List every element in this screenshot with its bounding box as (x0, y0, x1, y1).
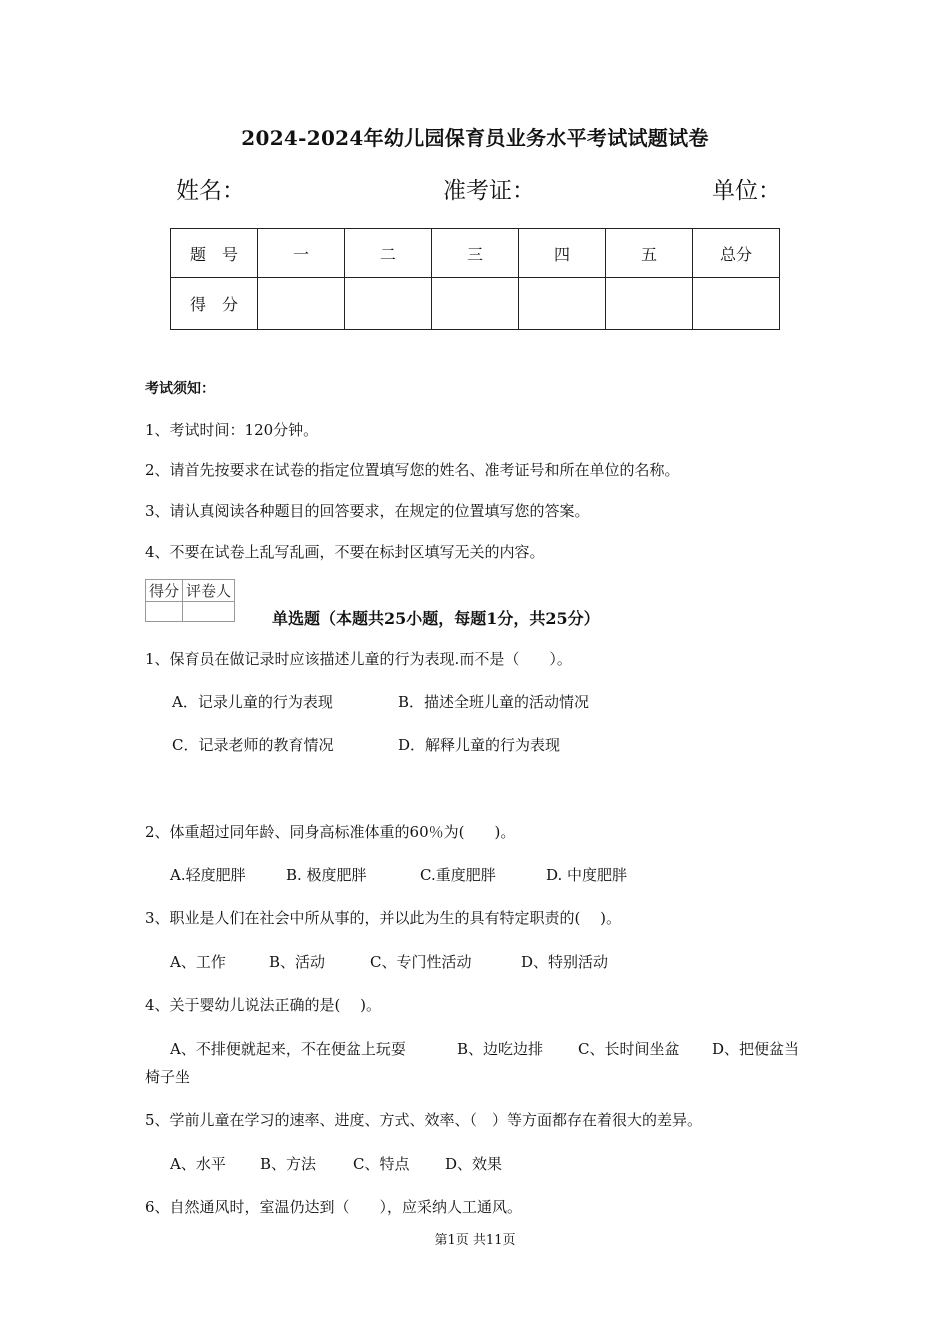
question-stem: 2、体重超过同年龄、同身高标准体重的60％为( )。 (145, 823, 516, 841)
option-c: C、长时间坐盆 (578, 1040, 680, 1058)
score-header-cell: 三 (432, 229, 519, 278)
grader-reviewer-cell[interactable] (183, 602, 235, 622)
section-heading: 单选题（本题共25小题，每题1分，共25分） (272, 609, 600, 628)
option-d: D．解释儿童的行为表现 (398, 736, 561, 754)
score-table-score-row (171, 278, 780, 330)
notice-item: 2、请首先按要求在试卷的指定位置填写您的姓名、准考证号和所在单位的名称。 (145, 461, 680, 479)
score-cell[interactable] (519, 278, 606, 330)
notice-item: 3、请认真阅读各种题目的回答要求，在规定的位置填写您的答案。 (145, 502, 590, 520)
option-c: C．记录老师的教育情况 (172, 736, 334, 754)
grader-score-cell[interactable] (146, 602, 183, 622)
score-cell[interactable] (432, 278, 519, 330)
option-d: D、效果 (445, 1155, 503, 1173)
score-header-cell: 二 (345, 229, 432, 278)
score-cell[interactable] (258, 278, 345, 330)
question-stem: 1、保育员在做记录时应该描述儿童的行为表现.而不是（ ）。 (145, 650, 572, 668)
option-c: C、专门性活动 (370, 953, 472, 971)
question-stem: 4、关于婴幼儿说法正确的是( )。 (145, 996, 382, 1014)
exam-id-field-label: 准考证： (443, 178, 535, 204)
option-d-continued: 椅子坐 (145, 1068, 191, 1086)
option-a: A、工作 (170, 953, 226, 971)
option-c: C、特点 (353, 1155, 410, 1173)
option-a: A.轻度肥胖 (170, 866, 246, 884)
option-c: C.重度肥胖 (420, 866, 496, 884)
page-footer: 第1页 共11页 (434, 1233, 516, 1248)
score-cell[interactable] (606, 278, 693, 330)
option-b: B、活动 (269, 953, 326, 971)
option-b: B、边吃边排 (457, 1040, 544, 1058)
grader-reviewer-label: 评卷人 (183, 580, 235, 602)
score-cell[interactable] (345, 278, 432, 330)
option-d: D、特别活动 (521, 953, 609, 971)
unit-field-label: 单位： (712, 178, 781, 204)
option-a: A、不排便就起来，不在便盆上玩耍 (170, 1040, 406, 1058)
notice-item: 4、不要在试卷上乱写乱画，不要在标封区填写无关的内容。 (145, 543, 545, 561)
question-stem: 6、自然通风时，室温仍达到（ ），应采纳人工通风。 (145, 1198, 523, 1216)
score-cell[interactable] (693, 278, 780, 330)
score-header-cell: 一 (258, 229, 345, 278)
option-a: A．记录儿童的行为表现 (172, 693, 333, 711)
score-header-cell: 四 (519, 229, 606, 278)
grader-score-label: 得分 (146, 580, 183, 602)
score-table (170, 228, 780, 330)
question-stem: 5、学前儿童在学习的速率、进度、方式、效率、（ ）等方面都存在着很大的差异。 (145, 1111, 703, 1129)
score-header-cell: 总分 (693, 229, 780, 278)
option-d: D. 中度肥胖 (546, 866, 628, 884)
exam-title: 2024-2024年幼儿园保育员业务水平考试试题试卷 (241, 126, 709, 150)
option-d: D、把便盆当 (712, 1040, 800, 1058)
name-field-label: 姓名： (176, 178, 245, 204)
question-stem: 3、职业是人们在社会中所从事的，并以此为生的具有特定职责的( )。 (145, 909, 622, 927)
option-b: B. 极度肥胖 (286, 866, 367, 884)
option-b: B．描述全班儿童的活动情况 (398, 693, 590, 711)
score-table-header-row (171, 229, 780, 278)
notice-item: 1、考试时间：120分钟。 (145, 421, 319, 439)
grader-box (145, 579, 235, 622)
score-header-cell: 五 (606, 229, 693, 278)
option-b: B、方法 (260, 1155, 317, 1173)
option-a: A、水平 (170, 1155, 226, 1173)
score-header-cell: 题 号 (171, 229, 258, 278)
notice-heading: 考试须知： (145, 381, 215, 397)
score-row-label: 得 分 (171, 278, 258, 330)
